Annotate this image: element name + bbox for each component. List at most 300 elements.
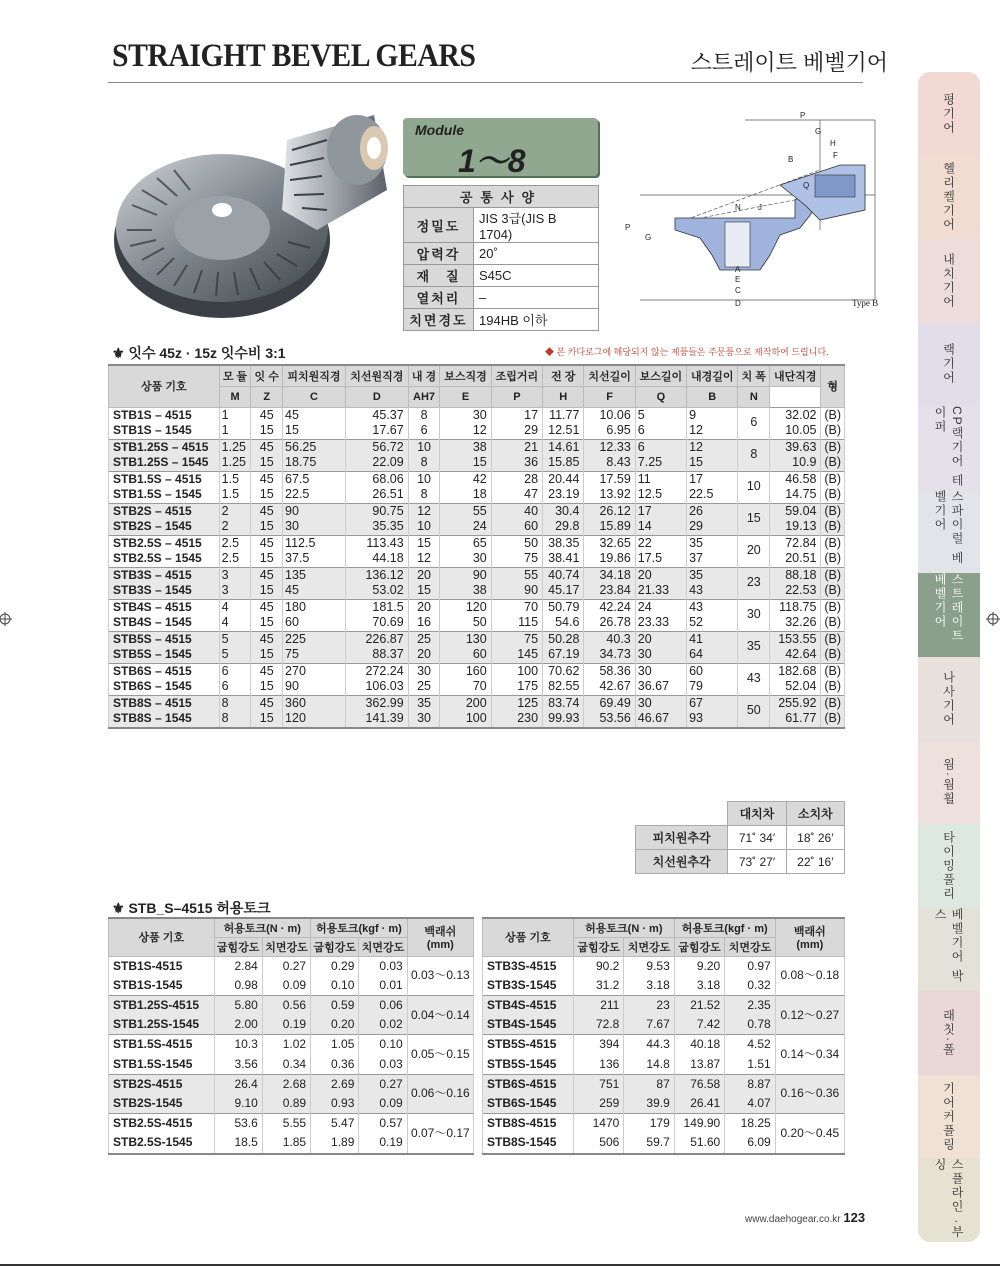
table-cell: (B) <box>821 407 845 423</box>
table-cell: 37 <box>687 551 738 567</box>
table-cell: 362.99 <box>345 695 408 711</box>
dimension-table <box>108 364 845 729</box>
table-row <box>109 423 845 439</box>
table-cell: 45 <box>251 695 283 711</box>
torque-cell: 6.09 <box>725 1133 775 1153</box>
table-cell: 28 <box>491 471 542 487</box>
torque-cell: 0.20 <box>311 1015 359 1035</box>
product-code: STB4S – 4515 <box>109 599 220 615</box>
torque-cell: 76.58 <box>674 1074 724 1094</box>
table-cell: 15 <box>408 583 440 599</box>
table-row <box>109 407 845 423</box>
table-cell: 270 <box>283 663 346 679</box>
table-cell: 1.5 <box>219 471 251 487</box>
torque-cell: 26.4 <box>214 1074 262 1094</box>
table-cell: 60 <box>491 519 542 535</box>
torque-header-backlash <box>775 918 844 956</box>
footer-url: www.daehogear.co.kr <box>745 1214 841 1225</box>
table-cell: 230 <box>491 711 542 728</box>
table-cell: 14 <box>635 519 686 535</box>
table-cell: 6.95 <box>584 423 635 439</box>
product-code: STB2S – 1545 <box>109 519 220 535</box>
sidebar-tab[interactable]: 랙기어 <box>918 323 980 407</box>
table-cell: 45 <box>251 471 283 487</box>
spec-key: 재 질 <box>404 265 474 287</box>
table-cell: 15 <box>251 711 283 728</box>
torque-cell: 0.89 <box>262 1094 310 1114</box>
table-cell: 120 <box>283 711 346 728</box>
table-cell: 72.84 <box>770 535 821 551</box>
torque-cell: 394 <box>573 1035 623 1055</box>
torque-cell: 259 <box>573 1094 623 1114</box>
page-title-korean: 스트레이트 베벨기어 <box>690 50 888 75</box>
sidebar-tab[interactable]: 나사기어 <box>918 657 980 741</box>
table-cell: 115 <box>491 615 542 631</box>
spec-value: 194HB 이하 <box>474 309 599 331</box>
table-cell: 26 <box>687 503 738 519</box>
torque-cell: 51.60 <box>674 1133 724 1153</box>
table-cell: 13.92 <box>584 487 635 503</box>
col-header-boss-len: 보스길이 <box>635 365 686 386</box>
table-cell: 8.43 <box>584 455 635 471</box>
table-cell: (B) <box>821 615 845 631</box>
torque-header-name: 상품 기호 <box>483 918 574 956</box>
table-cell: 15 <box>251 679 283 695</box>
table-cell: 19.13 <box>770 519 821 535</box>
table-cell: 14.61 <box>543 439 584 455</box>
product-code: STB5S – 1545 <box>109 647 220 663</box>
dim-label-n: N <box>735 203 741 212</box>
table-row <box>109 551 845 567</box>
table-cell: 20 <box>408 567 440 583</box>
table-cell: 12 <box>440 423 491 439</box>
table-cell: 15 <box>251 583 283 599</box>
table-cell: 50 <box>491 535 542 551</box>
page-title: STRAIGHT BEVEL GEARS <box>112 38 476 74</box>
table-cell: 21.33 <box>635 583 686 599</box>
backlash-label: 백래쉬 <box>424 926 457 939</box>
dim-label-q: Q <box>803 181 810 190</box>
product-code: STB8S-1545 <box>483 1133 574 1153</box>
torque-cell: 0.34 <box>262 1055 310 1075</box>
table-cell: 45 <box>251 535 283 551</box>
col-header-mount-dist: 조립거리 <box>491 365 542 386</box>
sidebar-tab[interactable]: 래칫·폴 <box>918 991 980 1075</box>
table-cell: (B) <box>821 535 845 551</box>
angle-header-small: 소치차 <box>786 802 844 826</box>
table-cell: 17 <box>491 407 542 423</box>
backlash-cell: 0.08～0.18 <box>775 956 844 995</box>
product-code: STB3S-4515 <box>483 956 574 976</box>
product-code: STB2S-1545 <box>109 1094 215 1114</box>
product-code: STB2.5S – 1545 <box>109 551 220 567</box>
product-code: STB2S-4515 <box>109 1074 215 1094</box>
table-cell: 9 <box>687 407 738 423</box>
torque-cell: 0.36 <box>311 1055 359 1075</box>
table-cell: 68.06 <box>345 471 408 487</box>
table-cell: 113.43 <box>345 535 408 551</box>
torque-cell: 0.57 <box>359 1114 407 1134</box>
table-cell: 22.09 <box>345 455 408 471</box>
col-header-name: 상품 기호 <box>109 365 220 407</box>
table-cell: (B) <box>821 519 845 535</box>
common-spec-table <box>403 185 599 331</box>
torque-section-title: ⚜ STB_S–4515 허용토크 <box>112 900 271 916</box>
table-cell: 23.84 <box>584 583 635 599</box>
type-b-label: Type B <box>852 298 879 308</box>
sidebar-tab[interactable]: 타이밍풀리 <box>918 824 980 908</box>
table-cell: 65 <box>440 535 491 551</box>
torque-cell: 1470 <box>573 1114 623 1134</box>
angle-row-label: 피치원추각 <box>636 826 728 850</box>
product-code: STB3S – 1545 <box>109 583 220 599</box>
table-cell: 20 <box>635 567 686 583</box>
table-cell: 70.69 <box>345 615 408 631</box>
table-cell: 30 <box>635 695 686 711</box>
table-cell: 67.5 <box>283 471 346 487</box>
table-cell: 44.18 <box>345 551 408 567</box>
product-code: STB1.25S-1545 <box>109 1015 215 1035</box>
torque-row <box>109 1035 474 1055</box>
product-code: STB5S-1545 <box>483 1055 574 1075</box>
table-cell: 55 <box>491 567 542 583</box>
registration-mark-right <box>986 612 1000 626</box>
table-cell: 45 <box>251 631 283 647</box>
table-cell: 53.56 <box>584 711 635 728</box>
table-cell: 29 <box>491 423 542 439</box>
table-cell: 30 <box>635 647 686 663</box>
table-cell: 50.79 <box>543 599 584 615</box>
table-cell: 45 <box>251 439 283 455</box>
table-cell: 23.19 <box>543 487 584 503</box>
torque-header-bend: 굽힘강도 <box>214 937 262 956</box>
table-cell: 42.67 <box>584 679 635 695</box>
spec-value: – <box>474 287 599 309</box>
table-cell: 20.51 <box>770 551 821 567</box>
table-cell: 6 <box>219 663 251 679</box>
table-cell: 5 <box>635 407 686 423</box>
col-header-bore: 내 경 <box>408 365 440 386</box>
torque-header-kgf: 허용토크(kgf · m) <box>674 918 775 937</box>
table-cell: 45 <box>283 407 346 423</box>
dim-label-b: B <box>788 155 794 164</box>
table-cell: 6 <box>635 439 686 455</box>
torque-cell: 0.03 <box>359 956 407 976</box>
table-cell: 5 <box>219 631 251 647</box>
torque-cell: 0.10 <box>311 976 359 996</box>
sidebar-tab[interactable]: 내치기어 <box>918 239 980 323</box>
product-code: STB6S-4515 <box>483 1074 574 1094</box>
torque-cell: 7.42 <box>674 1015 724 1035</box>
sidebar-tab[interactable]: CP랙기어 테이퍼 <box>918 406 980 490</box>
table-cell: 64 <box>687 647 738 663</box>
torque-cell: 506 <box>573 1133 623 1153</box>
table-cell: (B) <box>821 583 845 599</box>
table-row <box>109 487 845 503</box>
spec-value: S45C <box>474 265 599 287</box>
table-cell: 10.06 <box>584 407 635 423</box>
table-cell: (B) <box>821 679 845 695</box>
table-cell: 1.5 <box>219 487 251 503</box>
table-cell: 45 <box>283 583 346 599</box>
table-cell: 25 <box>408 631 440 647</box>
table-cell: 15 <box>687 455 738 471</box>
dim-label-p-left: P <box>625 223 631 232</box>
table-cell: 36.67 <box>635 679 686 695</box>
table-cell: 11.77 <box>543 407 584 423</box>
torque-cell: 2.00 <box>214 1015 262 1035</box>
col-header-module: 모 듈 <box>219 365 251 386</box>
table-cell: 52 <box>687 615 738 631</box>
table-cell: 20 <box>635 631 686 647</box>
torque-cell: 2.84 <box>214 956 262 976</box>
table-cell: 99.93 <box>543 711 584 728</box>
table-cell: 60 <box>283 615 346 631</box>
table-row <box>109 583 845 599</box>
product-code: STB5S – 4515 <box>109 631 220 647</box>
table-cell: 46.67 <box>635 711 686 728</box>
symbol-header: B <box>687 386 738 407</box>
table-cell: (B) <box>821 423 845 439</box>
torque-cell: 4.07 <box>725 1094 775 1114</box>
table-cell: 135 <box>283 567 346 583</box>
table-cell: 17 <box>635 503 686 519</box>
table-cell: 4 <box>219 599 251 615</box>
table-cell: 26.12 <box>584 503 635 519</box>
table-cell: 120 <box>440 599 491 615</box>
table-cell: 22 <box>635 535 686 551</box>
table-cell: 2 <box>219 503 251 519</box>
table-cell: (B) <box>821 663 845 679</box>
dim-label-g: G <box>815 127 822 136</box>
product-code: STB5S-4515 <box>483 1035 574 1055</box>
torque-table-left <box>108 917 474 1155</box>
table-cell: 24 <box>635 599 686 615</box>
symbol-header: Q <box>635 386 686 407</box>
table-cell: 15 <box>283 423 346 439</box>
backlash-cell: 0.16～0.36 <box>775 1074 844 1113</box>
torque-cell: 751 <box>573 1074 623 1094</box>
table-cell: 21 <box>491 439 542 455</box>
main-section-title: ⚜ 잇수 45z · 15z 잇수비 3:1 <box>112 345 286 361</box>
table-cell: 100 <box>440 711 491 728</box>
sidebar-tab[interactable]: 스트레이트 베벨기어 <box>918 573 980 657</box>
table-cell: 52.04 <box>770 679 821 695</box>
table-row <box>109 615 845 631</box>
angle-value: 22˚ 16′ <box>786 850 844 874</box>
table-cell: 15 <box>251 455 283 471</box>
table-cell: (B) <box>821 567 845 583</box>
torque-cell: 0.32 <box>725 976 775 996</box>
product-code: STB1.25S – 1545 <box>109 455 220 471</box>
sidebar-tab[interactable]: 평기어 <box>918 72 980 156</box>
angle-value: 71˚ 34′ <box>728 826 786 850</box>
product-code: STB1.25S – 4515 <box>109 439 220 455</box>
table-cell: 90.75 <box>345 503 408 519</box>
table-cell: 38 <box>440 583 491 599</box>
table-cell: 12 <box>408 503 440 519</box>
product-code: STB8S – 1545 <box>109 711 220 728</box>
backlash-unit: (mm) <box>796 939 824 952</box>
table-cell: 75 <box>283 647 346 663</box>
torque-header-bend: 굽힘강도 <box>573 937 623 956</box>
table-cell: (B) <box>821 711 845 728</box>
cone-angle-table <box>635 801 845 874</box>
product-code: STB6S – 1545 <box>109 679 220 695</box>
module-value: 1～8 <box>458 143 526 179</box>
product-code: STB4S-4515 <box>483 995 574 1015</box>
table-cell: 1.25 <box>219 439 251 455</box>
angle-row-label: 치선원추각 <box>636 850 728 874</box>
table-cell: (B) <box>821 439 845 455</box>
table-cell: 47 <box>491 487 542 503</box>
table-cell: 12.33 <box>584 439 635 455</box>
table-cell: 75 <box>491 551 542 567</box>
sidebar-tab[interactable]: 웜·웜휠 <box>918 741 980 825</box>
dimension-table-body <box>109 407 845 728</box>
table-cell: 43 <box>687 583 738 599</box>
table-cell: 42.64 <box>770 647 821 663</box>
table-cell: 14.75 <box>770 487 821 503</box>
product-code: STB4S – 1545 <box>109 615 220 631</box>
table-cell: 272.24 <box>345 663 408 679</box>
bevel-gear-photo <box>112 110 397 325</box>
table-cell: 100 <box>491 663 542 679</box>
torque-row <box>109 1074 474 1094</box>
product-code: STB1.5S – 1545 <box>109 487 220 503</box>
sidebar-tab[interactable]: 스플라인 ·부싱 <box>918 1158 980 1242</box>
table-cell: 56.72 <box>345 439 408 455</box>
torque-header-name: 상품 기호 <box>109 918 215 956</box>
torque-cell: 59.7 <box>624 1133 674 1153</box>
table-cell: 15 <box>251 487 283 503</box>
torque-cell: 0.01 <box>359 976 407 996</box>
sidebar-tab[interactable]: 기어커플링 <box>918 1075 980 1159</box>
torque-cell: 0.06 <box>359 995 407 1015</box>
torque-row <box>483 1074 845 1094</box>
symbol-header: N <box>738 386 770 407</box>
module-range-box <box>403 118 598 179</box>
table-cell: 160 <box>440 663 491 679</box>
torque-cell: 53.6 <box>214 1114 262 1134</box>
backlash-cell: 0.03～0.13 <box>407 956 473 995</box>
angle-corner <box>636 802 728 826</box>
face-width-cell: 10 <box>738 471 770 503</box>
table-cell: 20 <box>408 647 440 663</box>
backlash-cell: 0.06～0.16 <box>407 1074 473 1113</box>
col-header-type: 형 <box>821 365 845 407</box>
torque-cell: 40.18 <box>674 1035 724 1055</box>
dim-label-f: F <box>833 151 838 160</box>
torque-cell: 1.02 <box>262 1035 310 1055</box>
torque-header-nm: 허용토크(N · m) <box>214 918 311 937</box>
col-header-tip-len: 치선길이 <box>584 365 635 386</box>
table-cell: 4 <box>219 615 251 631</box>
table-cell: 145 <box>491 647 542 663</box>
sidebar-tab[interactable]: 헬리켈기어 <box>918 156 980 240</box>
table-cell: 35 <box>687 567 738 583</box>
table-cell: 15 <box>251 647 283 663</box>
backlash-cell: 0.04～0.14 <box>407 995 473 1034</box>
col-header-inner-dia: 내단직경 <box>770 365 821 386</box>
table-cell: 8 <box>408 407 440 423</box>
torque-header-surface: 치면강도 <box>624 937 674 956</box>
table-row <box>109 631 845 647</box>
dim-label-g-left: G <box>645 233 652 242</box>
torque-cell: 0.93 <box>311 1094 359 1114</box>
table-cell: 255.92 <box>770 695 821 711</box>
table-cell: 125 <box>491 695 542 711</box>
backlash-cell: 0.12～0.27 <box>775 995 844 1034</box>
table-cell: 34.73 <box>584 647 635 663</box>
table-cell: 30 <box>408 663 440 679</box>
torque-cell: 1.85 <box>262 1133 310 1153</box>
product-code: STB3S-1545 <box>483 976 574 996</box>
table-cell: 225 <box>283 631 346 647</box>
table-cell: 3 <box>219 567 251 583</box>
sidebar-tab[interactable]: 베벨기어 박스 <box>918 908 980 992</box>
torque-cell: 1.51 <box>725 1055 775 1075</box>
table-cell: 23.33 <box>635 615 686 631</box>
table-cell: 12 <box>687 439 738 455</box>
torque-cell: 8.87 <box>725 1074 775 1094</box>
table-cell: 45 <box>251 503 283 519</box>
torque-cell: 3.18 <box>674 976 724 996</box>
table-cell: 8 <box>219 711 251 728</box>
torque-cell: 2.68 <box>262 1074 310 1094</box>
table-cell: 15 <box>251 615 283 631</box>
torque-header-kgf: 허용토크(kgf · m) <box>311 918 408 937</box>
face-width-cell: 15 <box>738 503 770 535</box>
custom-order-note: ◆ 본 카다로그에 해당되지 않는 제품들은 주문품으로 제작하여 드립니다. <box>545 347 829 357</box>
table-cell: 70 <box>440 679 491 695</box>
table-cell: 22.53 <box>770 583 821 599</box>
table-cell: 42.24 <box>584 599 635 615</box>
table-cell: 22.5 <box>283 487 346 503</box>
symbol-header: C <box>283 386 346 407</box>
face-width-cell: 8 <box>738 439 770 471</box>
torque-section-title-text: STB_S–4515 허용토크 <box>128 900 271 916</box>
symbol-header: E <box>440 386 491 407</box>
torque-cell: 23 <box>624 995 674 1015</box>
table-cell: 3 <box>219 583 251 599</box>
table-cell: 6 <box>635 423 686 439</box>
face-width-cell: 20 <box>738 535 770 567</box>
torque-header-bend: 굽힘강도 <box>674 937 724 956</box>
sidebar-tab[interactable]: 스파이럴 베벨기어 <box>918 490 980 574</box>
table-cell: 24 <box>440 519 491 535</box>
torque-cell: 5.47 <box>311 1114 359 1134</box>
spec-key: 열처리 <box>404 287 474 309</box>
table-cell: 88.18 <box>770 567 821 583</box>
page-footer <box>745 1210 865 1225</box>
table-cell: 1 <box>219 423 251 439</box>
table-cell: 29 <box>687 519 738 535</box>
torque-table-right <box>482 917 845 1155</box>
torque-cell: 1.05 <box>311 1035 359 1055</box>
face-width-cell: 35 <box>738 631 770 663</box>
table-cell: 15 <box>251 423 283 439</box>
symbol-header: P <box>491 386 542 407</box>
table-cell: 10 <box>408 519 440 535</box>
product-code: STB1S-1545 <box>109 976 215 996</box>
torque-cell: 4.52 <box>725 1035 775 1055</box>
torque-cell: 72.8 <box>573 1015 623 1035</box>
table-cell: 18 <box>440 487 491 503</box>
backlash-cell: 0.05～0.15 <box>407 1035 473 1074</box>
torque-cell: 7.67 <box>624 1015 674 1035</box>
table-cell: 61.77 <box>770 711 821 728</box>
